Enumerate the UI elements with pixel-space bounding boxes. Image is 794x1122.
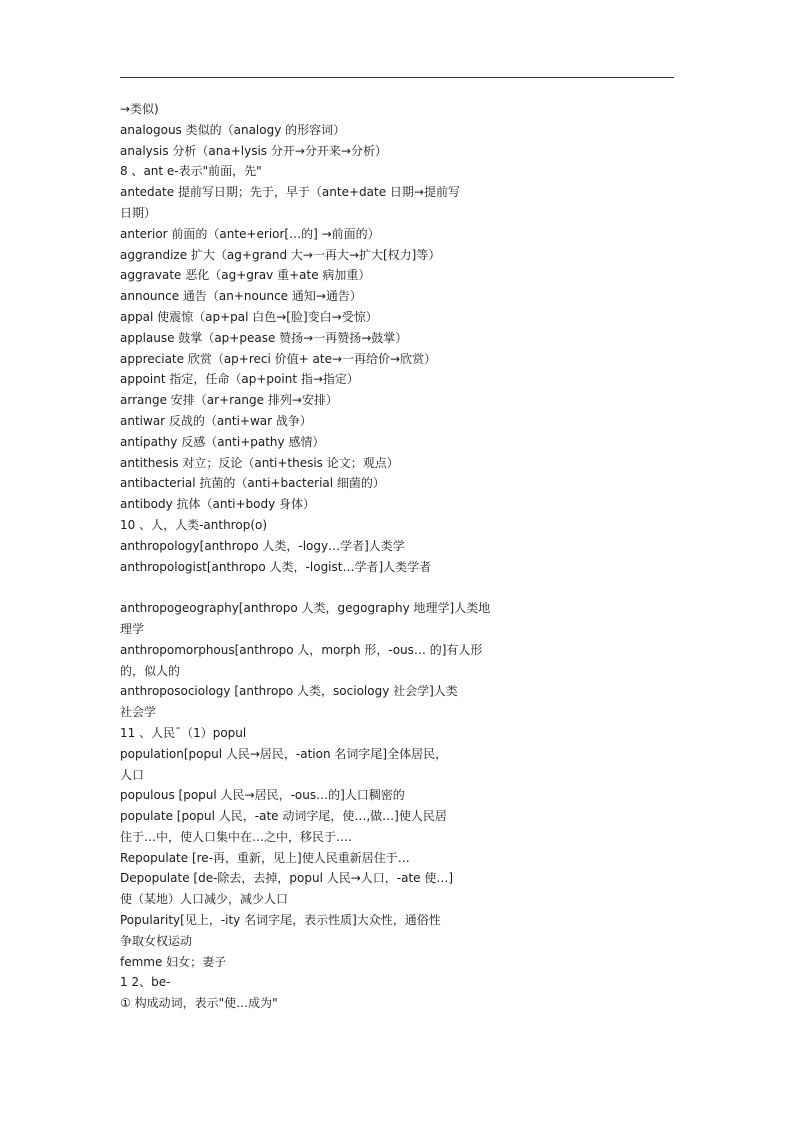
text-line: analysis 分析（ana+lysis 分开→分开来→分析）: [120, 143, 387, 158]
text-line: anthropogeography[anthropo 人类，gegography 地理学]人类地: [120, 601, 491, 616]
text-line: antedate 提前写日期；先于，早于（ante+date 日期→提前写: [120, 185, 460, 200]
text-line: →类似): [120, 102, 159, 116]
text-line: anthropologist[anthropo 人类，-logist…学者]人类学者: [120, 559, 432, 574]
text-line: 社会学: [120, 705, 157, 720]
text-line: antithesis 对立；反论（anti+thesis 论文；观点）: [120, 455, 399, 470]
text-line: femme 妇女；妻子: [120, 954, 227, 969]
text-line: 住于…中，使人口集中在…之中，移民于….: [120, 829, 352, 844]
text-line: antibody 抗体（anti+body 身体）: [120, 497, 316, 512]
text-line: 理学: [120, 621, 145, 636]
text-line: antiwar 反战的（anti+war 战争）: [120, 413, 312, 428]
text-line: appreciate 欣赏（ap+reci 价值+ ate→一再给价→欣赏）: [120, 351, 437, 366]
text-line: 使（某地）人口减少，减少人口: [120, 892, 289, 907]
text-line: antibacterial 抗菌的（anti+bacterial 细菌的）: [120, 476, 385, 491]
text-line: aggrandize 扩大（ag+grand 大→一再大→扩大[权力]等）: [120, 247, 441, 262]
text-line: 10 、人，人类-anthrop(o): [120, 517, 268, 532]
text-line: applause 鼓掌（ap+pease 赞扬→一再赞扬→鼓掌）: [120, 330, 408, 345]
text-line: 日期）: [120, 205, 157, 220]
text-line: anterior 前面的（ante+erior[…的] →前面的）: [120, 226, 380, 241]
text-line: arrange 安排（ar+range 排列→安排）: [120, 393, 338, 408]
text-line: 的，似人的: [120, 663, 181, 678]
text-line: populous [popul 人民→居民，-ous…的]人口稠密的: [120, 788, 405, 803]
text-line: appoint 指定，任命（ap+point 指→指定）: [120, 372, 359, 387]
text-line: announce 通告（an+nounce 通知→通告）: [120, 289, 362, 304]
text-line: 11 、人民¯（1）popul: [120, 725, 247, 740]
header-rule: [120, 77, 674, 78]
text-line: appal 使震惊（ap+pal 白色→[脸]变白→受惊）: [120, 309, 378, 324]
text-line: Repopulate [re-再，重新，见上]使人民重新居住于…: [120, 850, 410, 865]
text-line: 争取女权运动: [120, 933, 193, 948]
text-line: 8 、ant e-表示"前面，先": [120, 164, 262, 179]
text-line: populate [popul 人民，-ate 动词字尾，使…,做…]使人民居: [120, 809, 447, 824]
text-line: ① 构成动词，表示"使…成为": [120, 996, 278, 1011]
text-line: anthropomorphous[anthropo 人，morph 形，-ous… 的]有人形: [120, 642, 483, 657]
blank-line: [120, 577, 680, 598]
document-body: [120, 99, 680, 1014]
text-line: Popularity[见上，-ity 名词字尾，表示性质]大众性，通俗性: [120, 913, 441, 928]
text-line: population[popul 人民→居民，-ation 名词字尾]全体居民，: [120, 746, 448, 761]
text-line: 1 2、be-: [120, 975, 171, 990]
text-line: anthropology[anthropo 人类，-logy…学者]人类学: [120, 538, 405, 553]
text-line: aggravate 恶化（ag+grav 重+ate 病加重）: [120, 268, 371, 283]
text-line: 人口: [120, 767, 145, 782]
text-line: Depopulate [de-除去，去掉，popul 人民→人口，-ate 使…]: [120, 871, 454, 886]
text-line: analogous 类似的（analogy 的形容词）: [120, 122, 346, 137]
text-line: antipathy 反感（anti+pathy 感情）: [120, 434, 325, 449]
text-line: anthroposociology [anthropo 人类，sociology 社会学]人类: [120, 684, 458, 699]
